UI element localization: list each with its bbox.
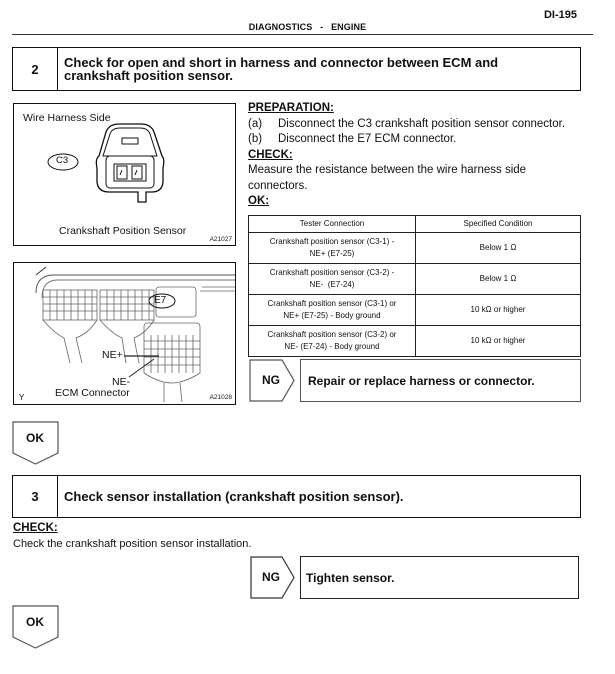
ne-plus-label: NE+ <box>102 349 123 361</box>
connector-e7-label: E7 <box>154 295 167 306</box>
tester-connection-cell: Crankshaft position sensor (C3-2) - NE- (E7-24) <box>249 264 416 295</box>
ng-label: NG <box>262 373 280 387</box>
step-3-ok-branch[interactable] <box>12 605 60 650</box>
table-header-row <box>249 216 581 233</box>
step-2-number: 2 <box>13 48 58 90</box>
resistance-spec-table <box>248 215 581 357</box>
specified-condition-cell: Below 1 Ω <box>416 233 581 264</box>
ecm-connector-caption: ECM Connector <box>55 387 130 399</box>
sensor-connector-icon <box>14 104 235 245</box>
step-2-ng-branch[interactable] <box>249 359 299 402</box>
preparation-item-b <box>248 132 588 148</box>
specified-condition-cell: 10 kΩ or higher <box>416 326 581 357</box>
wire-harness-side-label: Wire Harness Side <box>23 112 111 124</box>
header-divider <box>12 34 593 35</box>
step-3-ng-action: Tighten sensor. <box>300 556 579 599</box>
preparation-marker: (a) <box>248 117 263 130</box>
ok-heading: OK: <box>248 195 270 207</box>
step-2-header <box>12 47 581 91</box>
ne-minus-label: NE- <box>112 376 131 388</box>
step-3-title: Check sensor installation (crankshaft position sensor). <box>64 489 404 504</box>
column-header: Tester Connection <box>249 216 416 233</box>
preparation-item-a <box>248 117 588 133</box>
step-3-header <box>12 475 581 518</box>
preparation-text: Disconnect the E7 ECM connector. <box>278 133 457 145</box>
ecm-connector-figure <box>13 262 236 405</box>
figure-code: A21027 <box>209 236 232 243</box>
preparation-text: Disconnect the C3 crankshaft position sensor connector. <box>278 117 566 130</box>
table-row <box>249 295 581 326</box>
tester-connection-cell: Crankshaft position sensor (C3-1) - NE+ (E7-25) <box>249 233 416 264</box>
figure-code: A21028 <box>209 394 232 401</box>
preparation-heading: PREPARATION: <box>248 102 334 114</box>
step-3-ng-branch[interactable] <box>250 556 300 599</box>
check-text: Check the crankshaft position sensor installation. <box>13 537 252 550</box>
check-heading: CHECK: <box>13 522 58 534</box>
step-2-instructions <box>248 101 588 210</box>
ng-label: NG <box>262 570 280 584</box>
check-text: Measure the resistance between the wire harness side connectors. <box>248 164 527 192</box>
ok-label: OK <box>26 615 44 629</box>
tester-connection-cell: Crankshaft position sensor (C3-1) or NE+ (E7-25) - Body ground <box>249 295 416 326</box>
crankshaft-sensor-caption: Crankshaft Position Sensor <box>59 225 187 237</box>
step-3-instructions <box>13 521 413 552</box>
connector-c3-label: C3 <box>56 155 69 166</box>
step-2-ok-branch[interactable] <box>12 421 60 466</box>
check-heading: CHECK: <box>248 148 293 161</box>
ok-label: OK <box>26 431 44 445</box>
step-3-number: 3 <box>13 476 58 517</box>
crankshaft-sensor-figure <box>13 103 236 246</box>
table-row <box>249 264 581 295</box>
specified-condition-cell: Below 1 Ω <box>416 264 581 295</box>
step-2-title: Check for open and short in harness and connector between ECM and crankshaft position sensor. <box>64 55 499 83</box>
tester-connection-cell: Crankshaft position sensor (C3-2) or NE- (E7-24) - Body ground <box>249 326 416 357</box>
step-2-ng-action: Repair or replace harness or connector. <box>300 359 581 402</box>
section-header: DIAGNOSTICS - ENGINE <box>248 22 367 32</box>
preparation-marker: (b) <box>248 133 263 145</box>
page-number: DI-195 <box>543 9 577 21</box>
column-header: Specified Condition <box>416 216 581 233</box>
table-row <box>249 326 581 357</box>
table-row <box>249 233 581 264</box>
figure-corner-mark: Y <box>19 393 25 402</box>
specified-condition-cell: 10 kΩ or higher <box>416 295 581 326</box>
